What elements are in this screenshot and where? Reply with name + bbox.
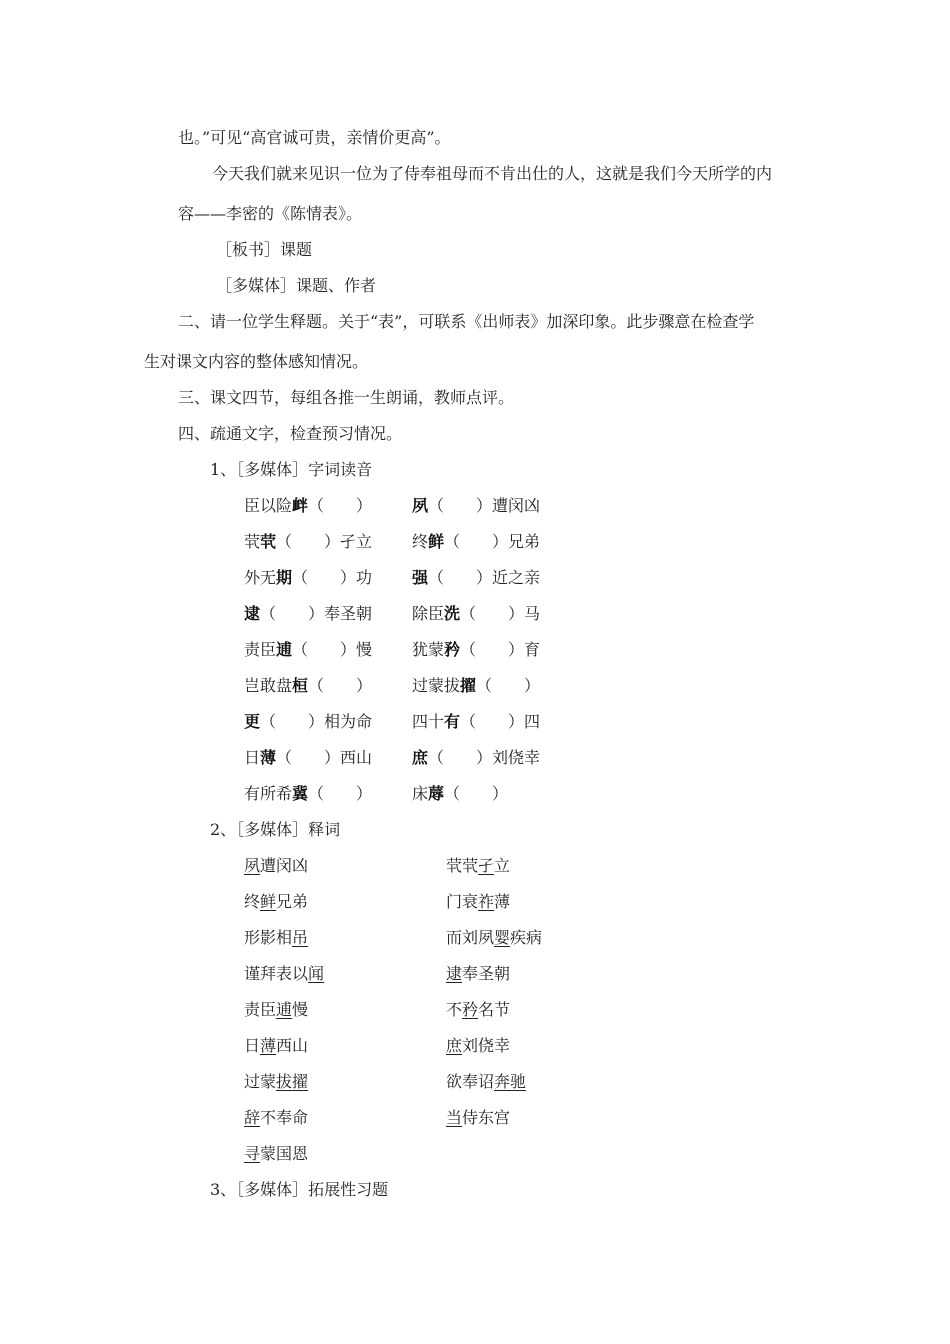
gloss-item <box>446 964 510 984</box>
pronunciation-suffix: （ ） <box>308 676 373 695</box>
gloss-item <box>446 1108 510 1128</box>
gloss-item <box>244 892 308 912</box>
gloss-suffix: 兄弟 <box>276 892 309 911</box>
pronunciation-suffix: （ ）慢 <box>292 640 373 659</box>
pronunciation-key-char: 有 <box>444 712 461 731</box>
subheading-pronunciation: 1、［多媒体］字词读音 <box>210 460 373 479</box>
pronunciation-item <box>244 748 372 768</box>
gloss-key-char: 吊 <box>292 928 309 947</box>
pronunciation-prefix: 日 <box>244 748 261 767</box>
gloss-suffix: 立 <box>494 856 511 875</box>
gloss-prefix: 门衰 <box>446 892 479 911</box>
gloss-prefix: 形影相 <box>244 928 293 947</box>
step-three: 三、课文四节，每组各推一生朗诵，教师点评。 <box>178 388 515 407</box>
gloss-key-char: 孑 <box>478 856 495 875</box>
pronunciation-item <box>244 640 372 660</box>
gloss-key-char: 逮 <box>446 964 463 983</box>
gloss-key-char: 祚 <box>478 892 495 911</box>
pronunciation-suffix: （ ）相为命 <box>260 712 373 731</box>
pronunciation-suffix: （ ） <box>308 784 373 803</box>
pronunciation-item <box>412 748 540 768</box>
pronunciation-item <box>412 784 508 804</box>
pronunciation-suffix: （ ） <box>444 784 509 803</box>
pronunciation-prefix: 茕 <box>244 532 261 551</box>
pronunciation-item <box>244 712 372 732</box>
gloss-prefix: 谨拜表以 <box>244 964 309 983</box>
pronunciation-key-char: 矜 <box>444 640 461 659</box>
pronunciation-prefix: 犹蒙 <box>412 640 445 659</box>
pronunciation-item <box>244 532 372 552</box>
gloss-item <box>446 892 510 912</box>
pronunciation-key-char: 鲜 <box>428 532 445 551</box>
gloss-item <box>446 1036 510 1056</box>
gloss-key-char: 夙 <box>244 856 261 875</box>
pronunciation-item <box>412 532 540 552</box>
pronunciation-suffix: （ ） <box>476 676 541 695</box>
gloss-prefix: 过蒙 <box>244 1072 277 1091</box>
pronunciation-item <box>412 496 540 516</box>
pronunciation-item <box>244 496 372 516</box>
pronunciation-suffix: （ ） <box>308 496 373 515</box>
pronunciation-item <box>412 568 540 588</box>
gloss-suffix: 奉圣朝 <box>462 964 511 983</box>
gloss-prefix: 责臣 <box>244 1000 277 1019</box>
pronunciation-item <box>244 604 372 624</box>
gloss-key-char: 寻 <box>244 1144 261 1163</box>
gloss-suffix: 慢 <box>292 1000 309 1019</box>
pronunciation-suffix: （ ）西山 <box>276 748 373 767</box>
gloss-suffix: 不奉命 <box>260 1108 309 1127</box>
pronunciation-key-char: 庶 <box>412 748 429 767</box>
pronunciation-key-char: 擢 <box>460 676 477 695</box>
gloss-prefix: 茕茕 <box>446 856 479 875</box>
pronunciation-prefix: 终 <box>412 532 429 551</box>
pronunciation-prefix: 臣以险 <box>244 496 293 515</box>
pronunciation-key-char: 蓐 <box>428 784 445 803</box>
gloss-suffix: 蒙国恩 <box>260 1144 309 1163</box>
gloss-key-char: 当 <box>446 1108 463 1127</box>
gloss-prefix: 终 <box>244 892 261 911</box>
pronunciation-key-char: 薄 <box>260 748 277 767</box>
gloss-suffix: 刘侥幸 <box>462 1036 511 1055</box>
gloss-item <box>244 1072 308 1092</box>
pronunciation-item <box>412 712 540 732</box>
pronunciation-key-char: 桓 <box>292 676 309 695</box>
pronunciation-key-char: 更 <box>244 712 261 731</box>
gloss-suffix: 薄 <box>494 892 511 911</box>
gloss-item <box>244 1036 308 1056</box>
pronunciation-key-char: 逮 <box>244 604 261 623</box>
pronunciation-prefix: 有所希 <box>244 784 293 803</box>
step-two-line-2: 生对课文内容的整体感知情况。 <box>144 352 369 371</box>
pronunciation-prefix: 除臣 <box>412 604 445 623</box>
gloss-prefix: 日 <box>244 1036 261 1055</box>
gloss-key-char: 逋 <box>276 1000 293 1019</box>
gloss-item <box>244 1000 308 1020</box>
gloss-suffix: 侍东宫 <box>462 1108 511 1127</box>
pronunciation-key-char: 洗 <box>444 604 461 623</box>
gloss-item <box>446 1072 526 1092</box>
gloss-suffix: 疾病 <box>510 928 543 947</box>
pronunciation-suffix: （ ）遭闵凶 <box>428 496 541 515</box>
gloss-key-char: 庶 <box>446 1036 463 1055</box>
pronunciation-prefix: 四十 <box>412 712 445 731</box>
gloss-item <box>244 928 308 948</box>
subheading-gloss: 2、［多媒体］释词 <box>210 820 341 839</box>
gloss-item <box>446 928 542 948</box>
text-line-1: 也。”可见“高官诚可贵，亲情价更高”。 <box>178 128 451 147</box>
pronunciation-suffix: （ ）奉圣朝 <box>260 604 373 623</box>
pronunciation-key-char: 强 <box>412 568 429 587</box>
gloss-item <box>244 1144 308 1164</box>
pronunciation-suffix: （ ）四 <box>460 712 541 731</box>
pronunciation-key-char: 冀 <box>292 784 309 803</box>
pronunciation-key-char: 逋 <box>276 640 293 659</box>
pronunciation-suffix: （ ）兄弟 <box>444 532 541 551</box>
gloss-item <box>244 1108 308 1128</box>
board-title: ［板书］课题 <box>216 240 313 259</box>
pronunciation-prefix: 过蒙拔 <box>412 676 461 695</box>
gloss-key-char: 拔擢 <box>276 1072 309 1091</box>
pronunciation-suffix: （ ）孑立 <box>276 532 373 551</box>
gloss-key-char: 奔驰 <box>494 1072 527 1091</box>
step-four: 四、疏通文字，检查预习情况。 <box>178 424 403 443</box>
gloss-key-char: 闻 <box>308 964 325 983</box>
gloss-key-char: 辞 <box>244 1108 261 1127</box>
gloss-suffix: 遭闵凶 <box>260 856 309 875</box>
gloss-prefix: 不 <box>446 1000 463 1019</box>
pronunciation-item <box>412 640 540 660</box>
pronunciation-key-char: 衅 <box>292 496 309 515</box>
pronunciation-item <box>412 604 540 624</box>
gloss-key-char: 婴 <box>494 928 511 947</box>
text-line-3: 容——李密的《陈情表》。 <box>178 204 363 223</box>
gloss-item <box>446 1000 510 1020</box>
pronunciation-key-char: 夙 <box>412 496 429 515</box>
pronunciation-suffix: （ ）育 <box>460 640 541 659</box>
gloss-key-char: 薄 <box>260 1036 277 1055</box>
pronunciation-prefix: 外无 <box>244 568 277 587</box>
pronunciation-prefix: 岂敢盘 <box>244 676 293 695</box>
gloss-key-char: 鲜 <box>260 892 277 911</box>
step-two-line-1: 二、请一位学生释题。关于“表”，可联系《出师表》加深印象。此步骤意在检查学 <box>178 312 755 331</box>
pronunciation-prefix: 床 <box>412 784 429 803</box>
gloss-prefix: 欲奉诏 <box>446 1072 495 1091</box>
subheading-exercises: 3、［多媒体］拓展性习题 <box>210 1180 389 1199</box>
gloss-key-char: 矜 <box>462 1000 479 1019</box>
gloss-prefix: 而刘夙 <box>446 928 495 947</box>
gloss-item <box>244 856 308 876</box>
gloss-suffix: 西山 <box>276 1036 309 1055</box>
pronunciation-item <box>244 676 372 696</box>
pronunciation-item <box>244 784 372 804</box>
pronunciation-item <box>412 676 540 696</box>
pronunciation-suffix: （ ）功 <box>292 568 373 587</box>
pronunciation-suffix: （ ）刘侥幸 <box>428 748 541 767</box>
pronunciation-suffix: （ ）马 <box>460 604 541 623</box>
gloss-suffix: 名节 <box>478 1000 511 1019</box>
text-line-2: 今天我们就来见识一位为了侍奉祖母而不肯出仕的人，这就是我们今天所学的内 <box>212 164 773 183</box>
gloss-item <box>446 856 510 876</box>
pronunciation-prefix: 责臣 <box>244 640 277 659</box>
pronunciation-key-char: 茕 <box>260 532 277 551</box>
gloss-item <box>244 964 324 984</box>
pronunciation-suffix: （ ）近之亲 <box>428 568 541 587</box>
pronunciation-item <box>244 568 372 588</box>
media-title-author: ［多媒体］课题、作者 <box>216 276 377 295</box>
pronunciation-key-char: 期 <box>276 568 293 587</box>
